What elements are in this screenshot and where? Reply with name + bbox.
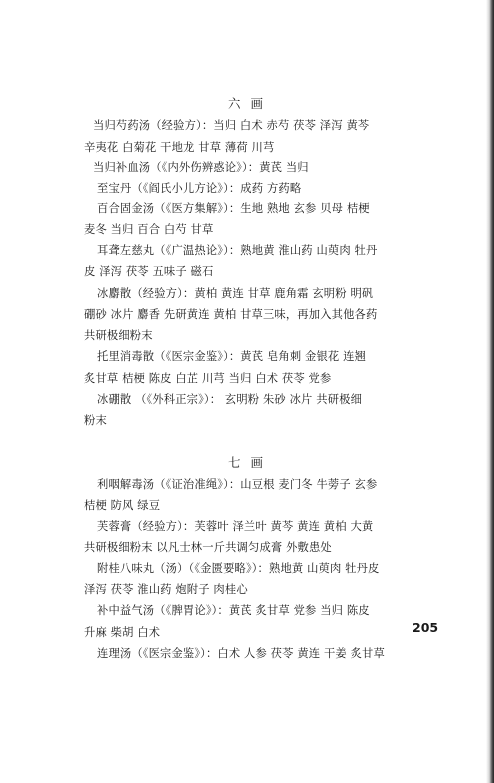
- text-line: 桔梗 防风 绿豆: [84, 499, 161, 512]
- text-line: 当归芍药汤（经验方）：当归 白术 赤芍 茯苓 泽泻 黄芩: [93, 119, 370, 132]
- text-line: 粉末: [84, 414, 107, 427]
- text-line: 炙甘草 桔梗 陈皮 白芷 川芎 当归 白术 茯苓 党参: [84, 372, 332, 385]
- text-line: 百合固金汤（《医方集解》）：生地 熟地 玄参 贝母 桔梗: [97, 202, 370, 215]
- text-line: 托里消毒散（《医宗金鉴》）：黄芪 皂角刺 金银花 连翘: [97, 350, 367, 363]
- text-line: 连理汤（《医宗金鉴》）：白术 人参 茯苓 黄连 干姜 炙甘草: [97, 647, 385, 660]
- text-line: 冰硼散 （《外科正宗》）： 玄明粉 朱砂 冰片 共研极细: [97, 393, 363, 406]
- text-line: 利咽解毒汤（《证治准绳》）：山豆根 麦门冬 牛蒡子 玄参: [97, 478, 378, 491]
- text-line: 辛夷花 白菊花 干地龙 甘草 薄荷 川芎: [84, 141, 275, 154]
- section-heading-seven-strokes: 七 画: [228, 455, 266, 470]
- text-line: 补中益气汤（《脾胃论》）：黄芪 炙甘草 党参 当归 陈皮: [97, 604, 370, 617]
- text-line: 泽泻 茯苓 淮山药 炮附子 肉桂心: [84, 583, 248, 596]
- text-line: 升麻 柴胡 白术: [84, 626, 161, 639]
- text-line: 耳聋左慈丸（《广温热论》）：熟地黄 淮山药 山萸肉 牡丹: [97, 244, 378, 257]
- page-number: 205: [412, 620, 439, 635]
- text-line: 共研极细粉末 以凡士林一斤共调匀成膏 外敷患处: [84, 541, 332, 554]
- scan-page-edge: [486, 0, 494, 783]
- text-line: 附桂八味丸（汤）（《金匮要略》）：熟地黄 山萸肉 牡丹皮: [97, 562, 380, 575]
- text-line: 硼砂 冰片 麝香 先研黄连 黄柏 甘草三味，再加入其他各药: [84, 308, 378, 321]
- text-line: 至宝丹（《阎氏小儿方论》）：成药 方药略: [97, 182, 302, 195]
- text-line: 当归补血汤（《内外伤辨惑论》）：黄芪 当归: [93, 161, 309, 174]
- text-line: 麦冬 当归 百合 白芍 甘草: [84, 223, 214, 236]
- text-line: 皮 泽泻 茯苓 五味子 磁石: [84, 265, 214, 278]
- text-line: 芙蓉膏（经验方）：芙蓉叶 泽兰叶 黄芩 黄连 黄柏 大黄: [97, 520, 374, 533]
- section-heading-six-strokes: 六 画: [228, 96, 266, 111]
- text-line: 共研极细粉末: [84, 329, 153, 342]
- text-line: 冰麝散（经验方）：黄柏 黄连 甘草 鹿角霜 玄明粉 明矾: [97, 287, 374, 300]
